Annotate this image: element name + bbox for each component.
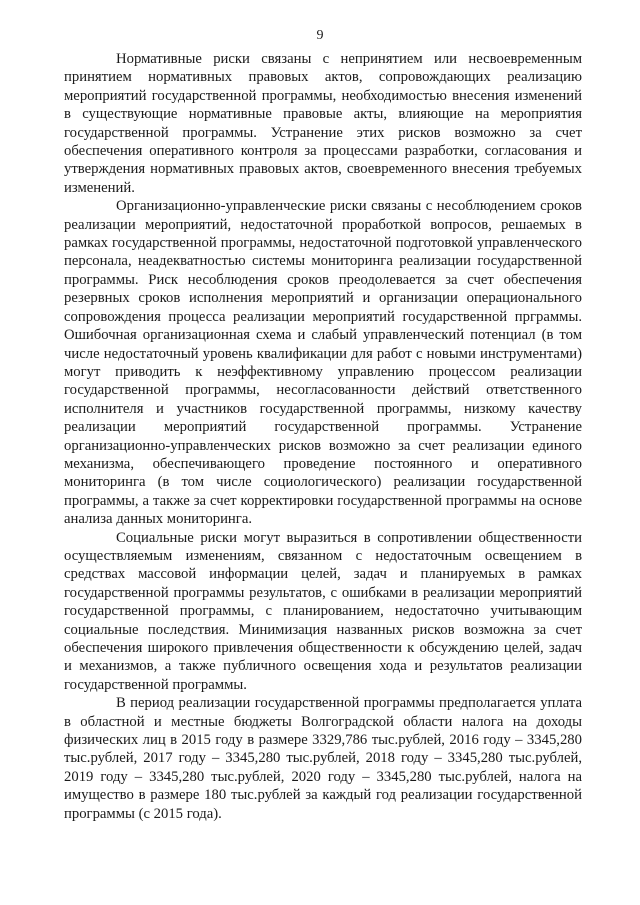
body-text xyxy=(64,50,582,823)
paragraph-tax-payments: В период реализации государственной программы предполагается уплата в областной и местные бюджеты Волгоградской области налога на доходы физических лиц в 2015 году в размере 3329,786 тыс.рублей, 2016 году – 3345,280 тыс.рублей, 2017 году – 3345,280 тыс.рублей, 2018 году – 3345,280 тыс.рублей, 2019 году – 3345,280 тыс.рублей, 2020 году – 3345,280 тыс.рублей, налога на имущество в размере 180 тыс.рублей за каждый год реализации государственной программы (с 2015 года). xyxy=(64,695,582,822)
paragraph-social-risks: Социальные риски могут выразиться в сопротивлении общественности осуществляемым изменениям, связанном с недостаточным освещением в средствах массовой информации целей, задач и планируемых в рамках государственной программы результатов, с ошибками в реализации мероприятий государственной программы, с планированием, недостаточно учитывающим социальные последствия. Минимизация названных рисков возможна за счет обеспечения широкого привлечения общественности к обсуждению целей, задач и механизмов, а также публичного освещения хода и результатов реализации государственной программы. xyxy=(64,529,582,693)
paragraph-normative-risks: Нормативные риски связаны с непринятием или несвоевременным принятием нормативных правовых актов, сопровождающих реализацию мероприятий государственной программы, необходимостью внесения изменений в существующие нормативные правовые акты, влияющие на мероприятия государственной программы. Устранение этих рисков возможно за счет обеспечения оперативного контроля за процессами разработки, согласования и утверждения нормативных правовых актов, своевременного внесения требуемых изменений. xyxy=(64,51,582,196)
paragraph-organizational-risks: Организационно-управленческие риски связаны с несоблюдением сроков реализации мероприятий, недостаточной проработкой вопросов, решаемых в рамках государственной программы, недостаточной подготовкой управленческого персонала, неадекватностью системы мониторинга реализации государственной программы. Риск несоблюдения сроков преодолевается за счет обеспечения резервных сроков исполнения мероприятий и организации операционального сопровождения процесса реализации мероприятий государственной прграммы. Ошибочная организационная схема и слабый управленческий потенциал (в том числе недостаточный уровень квалификации для работ с новыми инструментами) могут приводить к неэффективному управлению процессом реализации государственной программы, несогласованности действий ответственного исполнителя и участников государственной программы, низкому качеству реализации мероприятий государственной программы. Устранение организационно-управленческих рисков возможно за счет реализации единого механизма, обеспечивающего проведение постоянного и оперативного мониторинга (в том числе социологического) реализации государственной программы, а также за счет корректировки государственной программы на основе анализа данных мониторинга. xyxy=(64,198,582,528)
page-number: 9 xyxy=(316,28,324,43)
